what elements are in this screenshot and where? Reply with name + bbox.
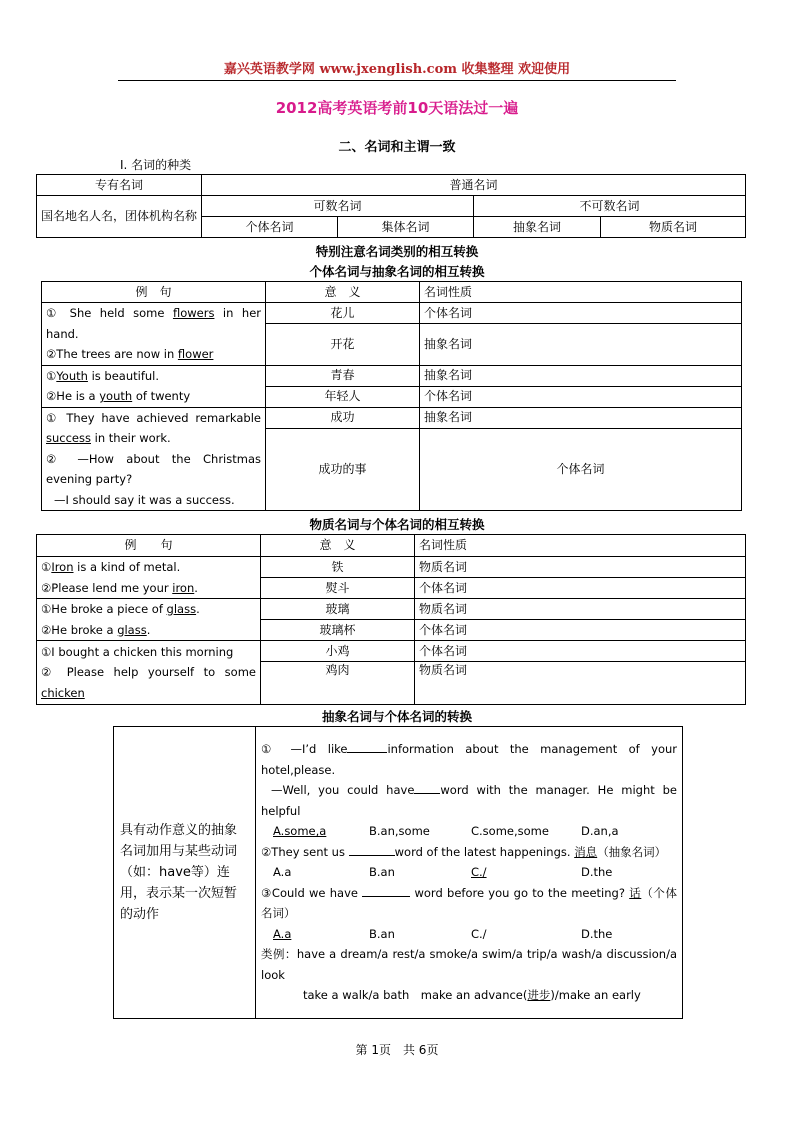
noun-type-cell: 个体名词	[420, 428, 742, 510]
meaning-cell: 熨斗	[261, 578, 415, 599]
usage-note: 具有动作意义的抽象名词加用与某些动词（如：have等）连用，表示某一次短暂的动作	[114, 727, 256, 1019]
uncountable-noun-header: 不可数名词	[474, 196, 746, 217]
proper-noun-header: 专有名词	[37, 175, 202, 196]
similar-examples: 类例：have a dream/a rest/a smoke/a swim/a trip/a wash/a discussion/a look	[261, 947, 677, 982]
subsection-title: I. 名词的种类	[120, 158, 192, 172]
question-3-options: A.a B.an C./ D.the	[273, 926, 613, 941]
question-2: ②They sent us word of the latest happenings. 消息（抽象名词）	[261, 844, 667, 859]
example-chicken: ①I bought a chicken this morning ② Please help yourself to some chicken	[37, 641, 261, 705]
header-meaning: 意 义	[266, 282, 420, 303]
question-3: ③Could we have word before you go to the meeting? 话（个体名词）	[261, 885, 678, 921]
page-footer: 第 1页 共 6页	[355, 1043, 439, 1057]
meaning-cell: 花儿	[266, 303, 420, 324]
question-1: ① —I’d like information about the management of your hotel,please. —Well, you could have word with the manager. He might be helpful	[261, 742, 677, 818]
meaning-cell: 年轻人	[266, 386, 420, 407]
header-noun-type: 名词性质	[415, 535, 746, 557]
noun-type-cell: 个体名词	[415, 578, 746, 599]
header-rule	[118, 80, 676, 81]
noun-type-cell: 个体名词	[420, 386, 742, 407]
meaning-cell: 铁	[261, 557, 415, 578]
question-2-options: A.a B.an C./ D.the	[273, 865, 613, 880]
meaning-cell: 开花	[266, 324, 420, 365]
meaning-cell: 青春	[266, 365, 420, 386]
example-flowers: ① She held some flowers in her hand. ②The trees are now in flower	[42, 303, 266, 366]
similar-examples-continued: take a walk/a bath make an advance(进步)/make an early	[303, 988, 641, 1003]
header-noun-type: 名词性质	[420, 282, 742, 303]
material-noun-cell: 物质名词	[601, 217, 746, 238]
example-youth: ①Youth is beautiful. ②He is a youth of twenty	[42, 365, 266, 407]
note-heading: 特别注意名词类别的相互转换	[315, 244, 479, 259]
countable-noun-header: 可数名词	[202, 196, 474, 217]
meaning-cell: 玻璃杯	[261, 620, 415, 641]
document-title: 2012高考英语考前10天语法过一遍	[275, 99, 519, 117]
noun-types-table	[36, 174, 746, 238]
individual-noun-cell: 个体名词	[202, 217, 338, 238]
noun-type-cell: 个体名词	[415, 641, 746, 662]
meaning-cell: 小鸡	[261, 641, 415, 662]
abstract-noun-cell: 抽象名词	[474, 217, 601, 238]
table2-caption: 个体名词与抽象名词的相互转换	[309, 264, 485, 279]
meaning-cell: 玻璃	[261, 599, 415, 620]
noun-type-cell: 个体名词	[420, 303, 742, 324]
noun-type-cell: 物质名词	[415, 599, 746, 620]
section-title: 二、名词和主谓一致	[338, 140, 456, 155]
example-iron: ①Iron is a kind of metal. ②Please lend me your iron.	[37, 557, 261, 599]
exercise-cell	[256, 727, 683, 1019]
noun-type-cell: 物质名词	[415, 662, 746, 705]
table4-caption: 抽象名词与个体名词的转换	[321, 709, 472, 724]
table3-caption: 物质名词与个体名词的相互转换	[309, 517, 485, 532]
individual-abstract-table	[41, 281, 742, 511]
material-individual-table	[36, 534, 746, 705]
noun-type-cell: 抽象名词	[420, 365, 742, 386]
meaning-cell: 鸡肉	[261, 662, 415, 705]
noun-type-cell: 抽象名词	[420, 324, 742, 365]
example-success: ① They have achieved remarkable success in their work. ② —How about the Christmas evening party? —I should say it was a success.	[42, 407, 266, 511]
header-example: 例 句	[42, 282, 266, 303]
example-glass: ①He broke a piece of glass. ②He broke a glass.	[37, 599, 261, 641]
abstract-individual-table	[113, 726, 683, 1019]
noun-type-cell: 抽象名词	[420, 407, 742, 428]
meaning-cell: 成功的事	[266, 428, 420, 510]
noun-type-cell: 物质名词	[415, 557, 746, 578]
header-example: 例 句	[37, 535, 261, 557]
collective-noun-cell: 集体名词	[338, 217, 474, 238]
noun-type-cell: 个体名词	[415, 620, 746, 641]
header-meaning: 意 义	[261, 535, 415, 557]
meaning-cell: 成功	[266, 407, 420, 428]
proper-noun-desc: 国名地名人名，团体机构名称	[37, 196, 202, 238]
page-header: 嘉兴英语教学网 www.jxenglish.com 收集整理 欢迎使用	[223, 62, 571, 77]
common-noun-header: 普通名词	[202, 175, 746, 196]
question-1-options: A.some,a B.an,some C.some,some D.an,a	[273, 824, 619, 839]
